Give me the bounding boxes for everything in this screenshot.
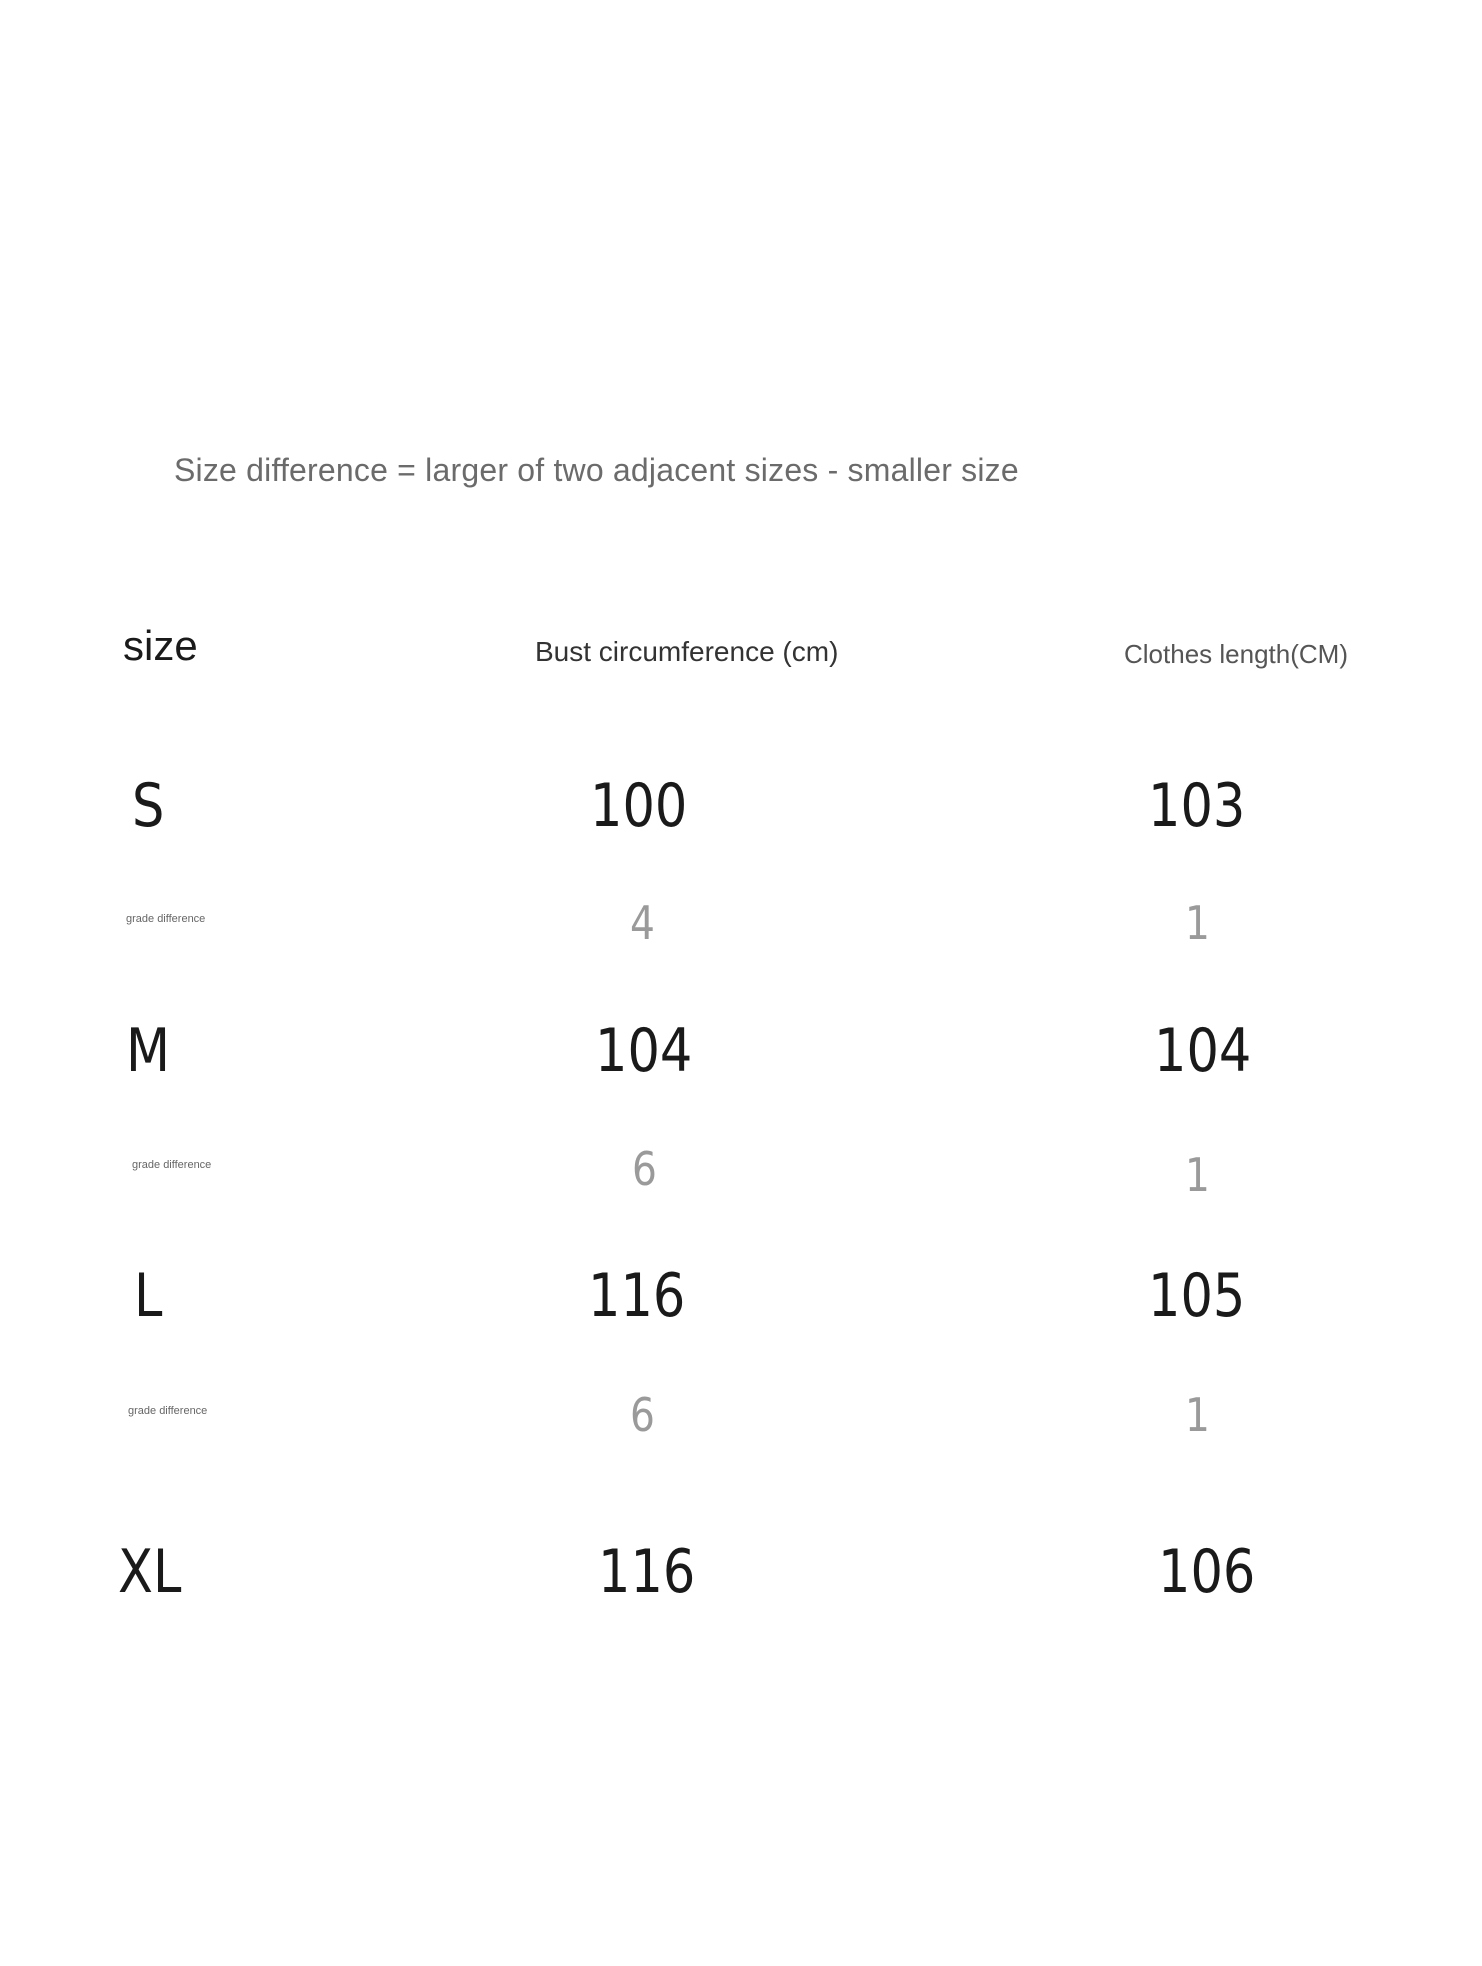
size-difference-note: Size difference = larger of two adjacent sizes - smaller size: [174, 452, 1019, 488]
size-label: L: [134, 1261, 163, 1331]
header-bust-circumference: Bust circumference (cm): [535, 636, 839, 667]
size-row-xl: [0, 1537, 1482, 1622]
grade-difference-label: grade difference: [128, 1405, 208, 1417]
grade-difference-label: grade difference: [132, 1159, 212, 1171]
length-value: 103: [1148, 771, 1246, 841]
bust-value: 104: [595, 1016, 693, 1086]
grade-difference-label: grade difference: [126, 913, 206, 925]
grade-difference-row-3: [0, 1388, 1482, 1472]
bust-value: 100: [590, 771, 688, 841]
grade-difference-row-2: [0, 1142, 1482, 1226]
header-size: size: [123, 622, 198, 669]
size-row-l: [0, 1261, 1482, 1346]
length-value: 105: [1148, 1261, 1246, 1331]
length-difference: 1: [1185, 1148, 1210, 1202]
grade-difference-row-1: [0, 896, 1482, 980]
bust-difference: 6: [632, 1142, 657, 1196]
size-row-s: [0, 771, 1482, 856]
bust-difference: 6: [630, 1388, 655, 1442]
size-label: S: [132, 771, 165, 841]
header-clothes-length: Clothes length(CM): [1124, 639, 1348, 669]
length-value: 106: [1158, 1537, 1256, 1607]
length-difference: 1: [1185, 896, 1210, 950]
size-label: XL: [118, 1537, 182, 1607]
bust-value: 116: [588, 1261, 686, 1331]
bust-difference: 4: [630, 896, 655, 950]
size-label: M: [126, 1016, 171, 1086]
size-row-m: [0, 1016, 1482, 1101]
bust-value: 116: [598, 1537, 696, 1607]
length-value: 104: [1154, 1016, 1252, 1086]
length-difference: 1: [1185, 1388, 1210, 1442]
